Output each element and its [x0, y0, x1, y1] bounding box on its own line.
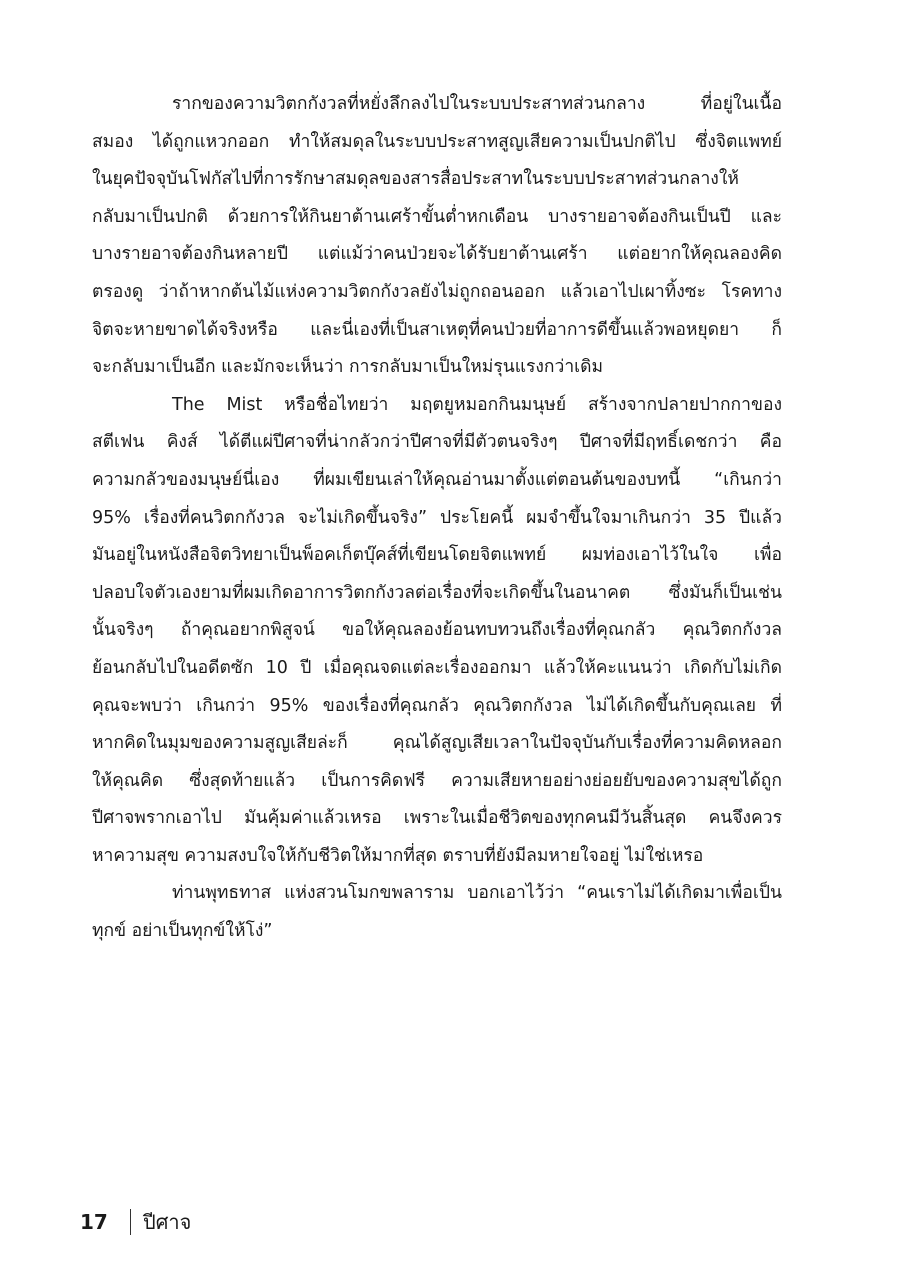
text-line: สตีเฟน คิงส์ ได้ตีแผ่ปีศาจที่น่ากลัวกว่าปีศาจที่มีตัวตนจริงๆ ปีศาจที่มีฤทธิ์เดชกว่า คือ [92, 432, 782, 453]
paragraph-3 [92, 875, 782, 950]
text-line: ปลอบใจตัวเองยามที่ผมเกิดอาการวิตกกังวลต่อเรื่องที่จะเกิดขึ้นในอนาคต ซึ่งมันก็เป็นเช่น [92, 582, 782, 603]
text-line: คุณจะพบว่า เกินกว่า 95% ของเรื่องที่คุณกลัว คุณวิตกกังวล ไม่ได้เกิดขึ้นกับคุณเลย ที่ [92, 695, 782, 716]
text-line: จิตจะหายขาดได้จริงหรือ และนี่เองที่เป็นสาเหตุที่คนป่วยที่อาการดีขึ้นแล้วพอหยุดยา ก็ [92, 319, 782, 340]
text-line: ท่านพุทธทาส แห่งสวนโมกขพลาราม บอกเอาไว้ว่า “คนเราไม่ได้เกิดมาเพื่อเป็น [172, 883, 782, 904]
text-line: 95% เรื่องที่คนวิตกกังวล จะไม่เกิดขึ้นจริง” ประโยคนี้ ผมจำขึ้นใจมาเกินกว่า 35 ปีแล้ว [92, 507, 782, 528]
book-title: ปีศาจ [143, 1210, 192, 1234]
page-footer [80, 1205, 191, 1239]
text-line: ให้คุณคิด ซึ่งสุดท้ายแล้ว เป็นการคิดฟรี ความเสียหายอย่างย่อยยับของความสุขได้ถูก [92, 770, 782, 791]
text-line: รากของความวิตกกังวลที่หยั่งลึกลงไปในระบบประสาทส่วนกลาง ที่อยู่ในเนื้อ [172, 94, 782, 114]
text-line: ความกลัวของมนุษย์นี่เอง ที่ผมเขียนเล่าให้คุณอ่านมาตั้งแต่ตอนต้นของบทนี้ “เกินกว่า [92, 469, 782, 490]
text-line: ตรองดู ว่าถ้าหากต้นไม้แห่งความวิตกกังวลยังไม่ถูกถอนออก แล้วเอาไปเผาทิ้งซะ โรคทาง [92, 281, 782, 302]
text-line: ย้อนกลับไปในอดีตซัก 10 ปี เมื่อคุณจดแต่ละเรื่องออกมา แล้วให้คะแนนว่า เกิดกับไม่เกิด [92, 657, 782, 678]
page-number: 17 [80, 1210, 108, 1234]
text-line: ปีศาจพรากเอาไป มันคุ้มค่าแล้วเหรอ เพราะในเมื่อชีวิตของทุกคนมีวันสิ้นสุด คนจึงควร [92, 808, 782, 829]
text-line: นั้นจริงๆ ถ้าคุณอยากพิสูจน์ ขอให้คุณลองย้อนทบทวนถึงเรื่องที่คุณกลัว คุณวิตกกังวล [92, 620, 782, 641]
footer-divider [130, 1209, 131, 1235]
paragraph-1 [92, 86, 782, 387]
text-line: The Mist หรือชื่อไทยว่า มฤตยูหมอกกินมนุษย์ สร้างจากปลายปากกาของ [172, 394, 782, 415]
text-line: มันอยู่ในหนังสือจิตวิทยาเป็นพ็อคเก็ตบุ๊คส์ที่เขียนโดยจิตแพทย์ ผมท่องเอาไว้ในใจ เพื่อ [92, 545, 782, 566]
body-text [92, 86, 782, 951]
text-line: กลับมาเป็นปกติ ด้วยการให้กินยาต้านเศร้าขั้นต่ำหกเดือน บางรายอาจต้องกินเป็นปี และ [92, 206, 782, 227]
text-line: ในยุคปัจจุบันโฟกัสไปที่การรักษาสมดุลของสารสื่อประสาทในระบบประสาทส่วนกลางให้ [92, 169, 739, 190]
text-line: สมอง ได้ถูกแหวกออก ทำให้สมดุลในระบบประสาทสูญเสียความเป็นปกติไป ซึ่งจิตแพทย์ [92, 131, 782, 152]
paragraph-2 [92, 387, 782, 876]
text-line: หาความสุข ความสงบใจให้กับชีวิตให้มากที่สุด ตราบที่ยังมีลมหายใจอยู่ ไม่ใช่เหรอ [92, 845, 704, 866]
text-line: บางรายอาจต้องกินหลายปี แต่แม้ว่าคนป่วยจะได้รับยาต้านเศร้า แต่อยากให้คุณลองคิด [92, 244, 782, 265]
text-line: จะกลับมาเป็นอีก และมักจะเห็นว่า การกลับมาเป็นใหม่รุนแรงกว่าเดิม [92, 357, 604, 378]
text-line: ทุกข์ อย่าเป็นทุกข์ให้โง่” [92, 921, 273, 942]
text-line: หากคิดในมุมของความสูญเสียล่ะก็ คุณได้สูญเสียเวลาในปัจจุบันกับเรื่องที่ความคิดหลอก [92, 733, 782, 754]
